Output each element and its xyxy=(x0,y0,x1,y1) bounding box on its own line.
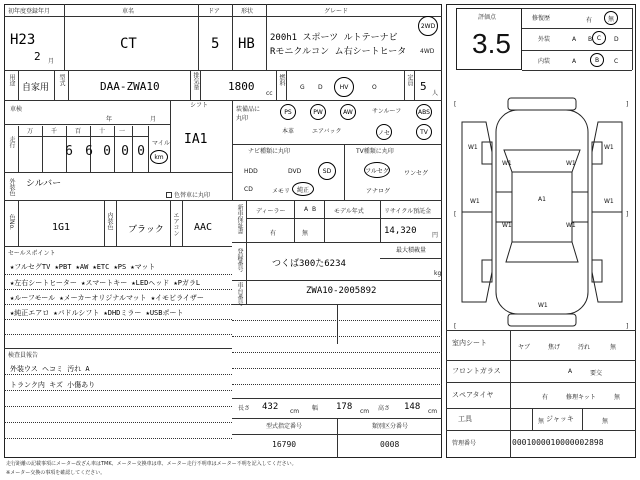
color-code-value: 1G1 xyxy=(52,222,71,233)
div xyxy=(276,70,277,100)
glass-opt-1: 要交 xyxy=(590,370,603,377)
div xyxy=(4,124,170,125)
div xyxy=(510,330,511,458)
div xyxy=(232,368,442,369)
div xyxy=(232,280,442,281)
fuel-o: O xyxy=(372,84,377,91)
div xyxy=(4,374,232,375)
exterior-label: 外装色 xyxy=(8,178,15,196)
div xyxy=(522,50,632,51)
equip-abs-circle xyxy=(416,104,432,120)
tools-label: 工具 xyxy=(458,415,472,423)
damage-mark-5: W1 xyxy=(566,160,576,167)
tv-fullseg: フルセグ xyxy=(365,167,389,175)
div xyxy=(404,70,405,100)
shape-value: HB xyxy=(238,36,255,52)
div xyxy=(232,242,442,243)
reg-date-label: 初年度登録年月 xyxy=(8,8,51,15)
model-number-value-1: 16790 xyxy=(272,440,297,449)
seat-opt-0: ヤブ xyxy=(518,344,531,351)
div xyxy=(18,70,19,100)
interior-color-value: ブラック xyxy=(128,225,164,235)
svg-text:[: [ xyxy=(454,323,457,330)
damage-mark-2: W1 xyxy=(502,160,512,167)
div xyxy=(446,330,636,331)
div xyxy=(18,126,19,172)
div xyxy=(68,70,69,100)
div xyxy=(522,28,632,29)
repair-no-circle xyxy=(604,11,618,25)
history-label: 新車保証書 xyxy=(236,204,243,234)
div xyxy=(4,100,442,101)
div xyxy=(232,200,442,201)
nav-oem: 純正 xyxy=(296,186,309,194)
interior-grade-a: A xyxy=(572,58,577,65)
div xyxy=(232,320,442,321)
exterior-grade-b: B xyxy=(588,36,593,43)
equip-airbag: エアバック xyxy=(312,128,342,135)
inspector-line-1: トランク内 キズ 小傷あり xyxy=(10,381,96,389)
spare-opt-0: 有 xyxy=(542,394,549,401)
seat-label: 室内シート xyxy=(452,339,487,347)
div xyxy=(522,8,632,9)
model-number-label-2: 類別区分番号 xyxy=(372,423,409,430)
div xyxy=(232,4,233,70)
drive-4wd: 4WD xyxy=(420,48,435,55)
mileage-unit-4: 一 xyxy=(119,128,126,135)
model-year-label: モデル年式 xyxy=(334,208,364,215)
use-value: 自家用 xyxy=(22,83,50,93)
glass-opt-0: A xyxy=(568,368,573,375)
inspection-year-unit: 年 xyxy=(106,116,113,123)
exterior-grade-d: D xyxy=(614,36,619,43)
drive-2wd-circle xyxy=(418,16,438,36)
div xyxy=(232,100,233,200)
capacity-label: 定員 xyxy=(406,74,413,86)
grade-line1: 200h1 スポーツ ルトテーナビ xyxy=(270,33,398,43)
div xyxy=(182,200,183,246)
fuel-hv: HV xyxy=(339,83,349,91)
doors-label: ドア xyxy=(208,8,220,15)
tv-analog: アナログ xyxy=(366,188,391,195)
model-name: CT xyxy=(120,36,137,52)
equip-ps-circle xyxy=(280,104,296,120)
capacity-value: 5 xyxy=(420,80,427,93)
width-value: 178 xyxy=(336,402,353,412)
grade-label: グレード xyxy=(324,8,349,15)
exterior-grade-label: 外装 xyxy=(538,36,551,43)
mileage-unit-3: 十 xyxy=(99,128,106,135)
equipment-label-2: 丸印 xyxy=(236,115,249,122)
nav-oem-circle xyxy=(292,182,314,196)
div xyxy=(380,258,442,259)
height-value: 148 xyxy=(404,402,421,412)
fuel-label: 燃料 xyxy=(278,74,285,86)
damage-mark-0: W1 xyxy=(468,144,478,151)
tv-label: TV種類に丸印 xyxy=(356,148,394,155)
div xyxy=(132,126,133,172)
max-load-label: 最大積載量 xyxy=(396,247,427,254)
svg-text:]: ] xyxy=(626,211,629,218)
div xyxy=(232,336,442,337)
fuel-d: D xyxy=(318,84,323,91)
div xyxy=(198,4,199,70)
model-number-value-2: 0008 xyxy=(380,440,400,449)
sales-line-0: ★フルセグTV ★PBT ★AW ★ETC ★PS ★マット xyxy=(10,263,156,271)
sales-line-3: ★純正エアロ ★パドルシフト ★DHDミラー ★USBポート xyxy=(10,309,184,317)
damage-mark-8: W1 xyxy=(604,198,614,205)
nav-sd: SD xyxy=(322,167,332,175)
div xyxy=(4,406,232,407)
equip-pw-circle xyxy=(310,104,326,120)
div xyxy=(4,289,232,290)
div xyxy=(232,384,442,385)
mileage-digit-4: 0 xyxy=(137,144,145,159)
tools-value: 無 xyxy=(538,418,545,425)
reg-month-unit: 月 xyxy=(48,58,55,65)
width-label: 幅 xyxy=(312,405,319,412)
color-code-label: 色No. xyxy=(8,214,15,230)
length-value: 432 xyxy=(262,402,279,412)
max-load-unit: kg xyxy=(434,270,442,277)
recycle-value: 14,320 xyxy=(384,226,417,236)
use-label: 用途 xyxy=(8,74,15,86)
div xyxy=(337,304,338,344)
tv-fullseg-circle xyxy=(364,162,390,178)
dealer-a: A xyxy=(304,206,309,213)
exterior-note: 色替車に丸印 xyxy=(174,192,211,199)
history-no: 無 xyxy=(302,230,309,237)
mileage-digit-3: 0 xyxy=(121,144,129,159)
div xyxy=(104,200,105,246)
div xyxy=(286,70,287,100)
displacement-unit: cc xyxy=(266,90,273,97)
inspector-label: 検査員報告 xyxy=(8,352,39,359)
equip-tv: TV xyxy=(420,128,428,136)
spare-opt-1: 修理キット xyxy=(566,394,596,401)
mileage-km-circle xyxy=(150,150,168,164)
div xyxy=(190,70,191,100)
tv-oneseg: ワンセグ xyxy=(404,170,429,177)
interior-grade-b: B xyxy=(594,56,600,64)
div xyxy=(232,398,442,399)
sales-points-label: セールスポイント xyxy=(8,250,56,257)
checkbox-icon xyxy=(166,192,172,198)
management-value: 0001000010000002898 xyxy=(512,438,604,447)
svg-text:]: ] xyxy=(626,323,629,330)
equip-abs: ABS xyxy=(418,108,430,116)
div xyxy=(148,126,149,172)
svg-text:[: [ xyxy=(454,211,457,218)
dealer-label: ディーラー xyxy=(256,208,286,215)
interior-grade-c: C xyxy=(614,58,619,65)
equip-ps: PS xyxy=(284,108,292,116)
height-unit: cm xyxy=(428,408,438,415)
mileage-digit-1: 6 xyxy=(85,144,93,159)
seat-opt-2: 汚れ xyxy=(578,344,591,351)
history-yes: 有 xyxy=(270,230,277,237)
exterior-grade-a: A xyxy=(572,36,577,43)
div xyxy=(246,218,442,219)
inspector-line-0: 外装ウス ヘコミ 汚れ A xyxy=(10,365,90,373)
mileage-digit-0: 6 xyxy=(65,144,73,159)
jack-value: 無 xyxy=(602,418,609,425)
damage-mark-9: W1 xyxy=(538,302,548,309)
footer-line-2: ※メーター交換の事項を確認してください。 xyxy=(6,470,106,476)
width-unit: cm xyxy=(360,408,370,415)
car-diagram xyxy=(452,92,632,332)
mileage-unit-mile: マイル xyxy=(152,140,170,147)
div xyxy=(446,382,636,383)
registration-label: 登録番号 xyxy=(236,248,243,272)
div xyxy=(4,334,232,335)
div xyxy=(4,304,232,305)
displacement-label: 排気量 xyxy=(192,72,199,90)
sales-line-2: ★ルーフモール ★メーカーオリジナルマット ★イモビライザー xyxy=(10,294,204,302)
div xyxy=(522,70,632,71)
equip-leather: 本革 xyxy=(282,128,295,135)
nav-sd-circle xyxy=(318,162,336,180)
div xyxy=(294,200,295,242)
shift-label: シフト xyxy=(190,102,209,109)
spare-opt-2: 無 xyxy=(614,394,621,401)
nav-memory: メモリ xyxy=(272,188,291,195)
div xyxy=(42,126,43,172)
nav-label: ナビ種類に丸印 xyxy=(248,148,291,155)
length-unit: cm xyxy=(290,408,300,415)
damage-mark-7: W1 xyxy=(604,144,614,151)
shape-label: 形状 xyxy=(241,8,254,15)
div xyxy=(266,4,267,70)
div xyxy=(4,390,232,391)
div xyxy=(246,242,247,304)
grade-line2: Rモニクルコン ム右シートヒータ xyxy=(270,47,407,57)
score-label: 評価点 xyxy=(478,14,497,21)
nav-dvd: DVD xyxy=(288,168,302,175)
dealer-b: B xyxy=(312,206,317,213)
svg-text:[: [ xyxy=(454,101,457,108)
interior-grade-label: 内装 xyxy=(538,58,551,65)
fuel-g: G xyxy=(300,84,305,91)
equipment-label: 装備品に xyxy=(236,106,261,113)
repair-no: 無 xyxy=(607,15,614,23)
div xyxy=(232,144,442,145)
jack-label: ジャッキ xyxy=(546,415,574,423)
equip-aw: AW xyxy=(343,108,353,116)
div xyxy=(18,200,19,246)
seat-opt-3: 無 xyxy=(610,344,617,351)
svg-text:]: ] xyxy=(626,101,629,108)
equip-aw-circle xyxy=(340,104,356,120)
aircon-label: エアコン xyxy=(172,212,179,236)
footer-line-1: 走行距離の記載事項にメーター改ざん車はTMK、メーター交換車は車、メーター走行不明車はメーター不明を記入してください。 xyxy=(6,461,297,467)
mileage-label: 走行 xyxy=(8,136,15,148)
interior-color-label: 内装色 xyxy=(106,212,113,230)
model-name-label: 車名 xyxy=(122,8,135,15)
div xyxy=(446,408,636,409)
div xyxy=(344,144,345,200)
row1-bottom xyxy=(4,70,442,71)
mileage-unit-0: 万 xyxy=(27,128,34,135)
length-label: 長さ xyxy=(238,405,251,412)
div xyxy=(64,4,65,70)
management-label: 管理番号 xyxy=(452,440,477,447)
shift-value: IA1 xyxy=(184,132,208,147)
recycle-yen: 円 xyxy=(432,232,439,239)
div xyxy=(4,422,232,423)
chassis-value: ZWA10-2005892 xyxy=(306,286,377,296)
reg-era: H23 xyxy=(10,32,36,48)
doors-value: 5 xyxy=(211,36,220,52)
repair-yes: 有 xyxy=(586,17,593,24)
nav-hdd: HDD xyxy=(244,168,258,175)
inspection-month-unit: 月 xyxy=(150,116,157,123)
div xyxy=(4,172,232,173)
mileage-digit-2: 0 xyxy=(103,144,111,159)
div xyxy=(4,438,232,439)
damage-mark-3: W1 xyxy=(502,222,512,229)
div xyxy=(632,8,633,70)
div xyxy=(4,319,232,320)
seat-opt-1: 焦げ xyxy=(548,344,561,351)
div xyxy=(232,352,442,353)
equip-pw: PW xyxy=(313,108,323,116)
div xyxy=(4,200,232,201)
mileage-unit-2: 百 xyxy=(75,128,82,135)
glass-label: フロントガラス xyxy=(452,367,501,375)
div xyxy=(4,16,442,17)
nav-cd: CD xyxy=(244,186,253,193)
div xyxy=(200,70,201,100)
damage-mark-6: W1 xyxy=(566,222,576,229)
div xyxy=(324,200,325,242)
equip-navi-circle xyxy=(376,124,392,140)
spare-label: スペアタイヤ xyxy=(452,391,494,399)
div xyxy=(116,200,117,246)
capacity-unit: 人 xyxy=(432,90,439,97)
div xyxy=(4,274,232,275)
drive-2wd: 2WD xyxy=(420,22,436,30)
aircon-value: AAC xyxy=(194,222,213,233)
mileage-km: km xyxy=(154,153,164,161)
damage-mark-1: W1 xyxy=(470,198,480,205)
chassis-label: 車台番号 xyxy=(236,282,243,306)
sales-line-1: ★左右シートヒーター ★スマートキー ★LEDヘッド ★PガラL xyxy=(10,279,201,287)
model-number-label-1: 型式指定番号 xyxy=(266,423,303,430)
inspection-label: 車検 xyxy=(10,106,23,113)
equip-sunroof: サンルーフ xyxy=(372,108,402,115)
div xyxy=(4,348,232,349)
equip-tv-circle xyxy=(416,124,432,140)
div xyxy=(446,360,636,361)
exterior-color: シルバー xyxy=(26,179,62,189)
div xyxy=(414,70,415,100)
div xyxy=(170,200,171,246)
exterior-grade-c: C xyxy=(596,34,602,42)
div xyxy=(4,246,232,247)
div xyxy=(18,136,148,137)
fuel-hv-circle xyxy=(334,77,354,97)
type-value: DAA-ZWA10 xyxy=(100,80,160,93)
damage-mark-4: A1 xyxy=(538,196,546,203)
displacement-value: 1800 xyxy=(228,80,255,93)
reg-month: 2 xyxy=(34,50,41,63)
div xyxy=(446,430,636,431)
div xyxy=(532,408,533,430)
interior-grade-b-circle xyxy=(590,53,604,67)
score-value: 3.5 xyxy=(472,28,511,59)
repair-label: 修復歴 xyxy=(532,15,551,22)
exterior-grade-c-circle xyxy=(592,31,606,45)
div xyxy=(380,200,381,242)
div xyxy=(170,100,171,172)
type-label: 型式 xyxy=(58,74,65,86)
div xyxy=(337,418,338,458)
mileage-unit-1: 千 xyxy=(51,128,58,135)
div xyxy=(114,126,115,172)
div xyxy=(246,200,247,242)
equip-navi: ノセ xyxy=(378,129,390,137)
registration-value: つくば300た6234 xyxy=(272,259,346,269)
recycle-label: リサイクル預託金 xyxy=(384,208,432,215)
div xyxy=(582,408,583,430)
height-label: 高さ xyxy=(378,405,391,412)
div xyxy=(54,70,55,100)
